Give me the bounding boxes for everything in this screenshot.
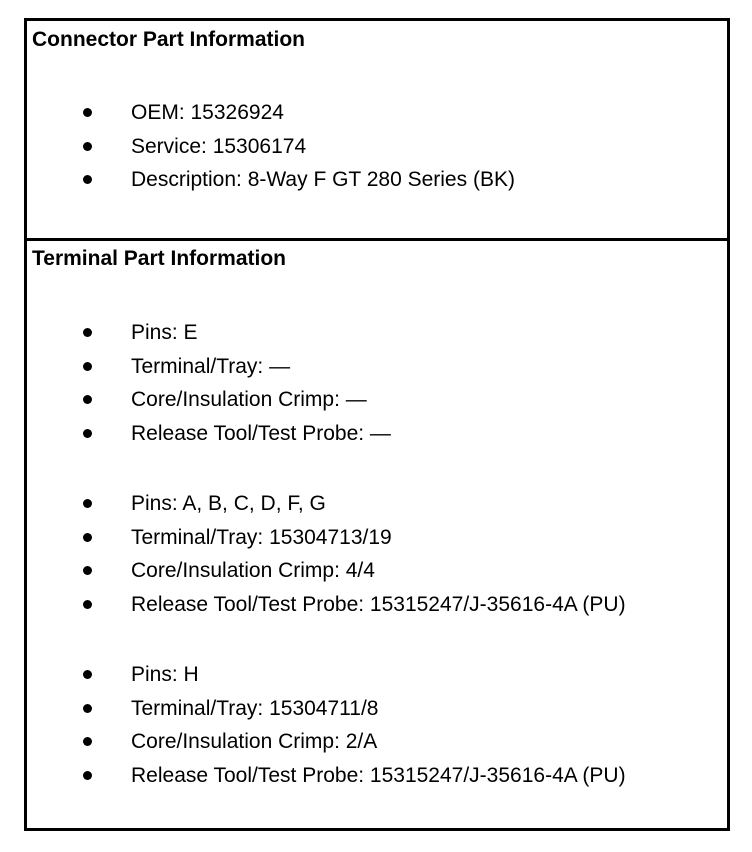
list-item bbox=[27, 554, 626, 588]
crimp-value: Core/Insulation Crimp: — bbox=[131, 388, 367, 411]
list-item bbox=[27, 383, 391, 417]
list-item bbox=[27, 521, 626, 555]
terminal-group-1 bbox=[27, 316, 391, 450]
bullet-icon bbox=[83, 142, 92, 151]
terminal-section bbox=[27, 241, 727, 831]
pins-value: Pins: A, B, C, D, F, G bbox=[131, 492, 326, 515]
list-item bbox=[27, 487, 626, 521]
terminal-group-3 bbox=[27, 658, 626, 792]
bullet-icon bbox=[83, 566, 92, 575]
list-item bbox=[27, 350, 391, 384]
bullet-icon bbox=[83, 771, 92, 780]
bullet-icon bbox=[83, 737, 92, 746]
oem-value: OEM: 15326924 bbox=[131, 101, 284, 124]
service-value: Service: 15306174 bbox=[131, 134, 307, 158]
terminal-tray-value: Terminal/Tray: — bbox=[131, 354, 291, 378]
list-item bbox=[27, 417, 391, 451]
list-item bbox=[27, 692, 626, 726]
terminal-heading: Terminal Part Information bbox=[32, 247, 286, 270]
terminal-tray-value: Terminal/Tray: 15304711/8 bbox=[131, 696, 379, 720]
list-item bbox=[27, 316, 391, 350]
terminal-tray-value: Terminal/Tray: 15304713/19 bbox=[131, 525, 392, 549]
list-item bbox=[27, 130, 515, 164]
bullet-icon bbox=[83, 175, 92, 184]
bullet-icon bbox=[83, 533, 92, 542]
connector-list bbox=[27, 96, 515, 197]
bullet-icon bbox=[83, 108, 92, 117]
release-tool-value: Release Tool/Test Probe: 15315247/J-35616-4A (PU) bbox=[131, 592, 626, 616]
description-value: Description: 8-Way F GT 280 Series (BK) bbox=[131, 168, 515, 191]
list-item bbox=[27, 759, 626, 793]
terminal-group-2 bbox=[27, 487, 626, 621]
release-tool-value: Release Tool/Test Probe: 15315247/J-35616-4A (PU) bbox=[131, 763, 626, 787]
connector-heading: Connector Part Information bbox=[32, 28, 306, 51]
bullet-icon bbox=[83, 362, 92, 371]
bullet-icon bbox=[83, 429, 92, 438]
list-item bbox=[27, 96, 515, 130]
bullet-icon bbox=[83, 670, 92, 679]
list-item bbox=[27, 725, 626, 759]
list-item bbox=[27, 163, 515, 197]
list-item bbox=[27, 588, 626, 622]
list-item bbox=[27, 658, 626, 692]
release-tool-value: Release Tool/Test Probe: — bbox=[131, 421, 391, 445]
crimp-value: Core/Insulation Crimp: 2/A bbox=[131, 730, 378, 753]
pins-value: Pins: H bbox=[131, 663, 199, 686]
crimp-value: Core/Insulation Crimp: 4/4 bbox=[131, 559, 375, 582]
bullet-icon bbox=[83, 395, 92, 404]
pins-value: Pins: E bbox=[131, 321, 198, 344]
bullet-icon bbox=[83, 600, 92, 609]
bullet-icon bbox=[83, 499, 92, 508]
connector-section bbox=[27, 21, 727, 241]
info-table bbox=[24, 18, 730, 831]
bullet-icon bbox=[83, 328, 92, 337]
bullet-icon bbox=[83, 704, 92, 713]
